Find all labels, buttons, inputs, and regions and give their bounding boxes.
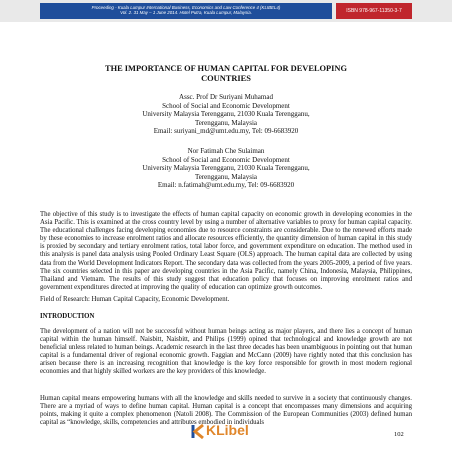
header-bar <box>0 0 452 22</box>
title-line: THE IMPORTANCE OF HUMAN CAPITAL FOR DEVELOPING <box>105 64 347 73</box>
klibel-logo-text: KLibel <box>206 422 249 438</box>
author-block-2 <box>40 147 412 190</box>
paper-title <box>40 64 412 84</box>
author-address: University Malaysia Terengganu, 21030 Kuala Terengganu, <box>142 164 310 173</box>
conference-line-1: Proceeding - Kuala Lumpur International Business, Economics and Law Conference 4 (KLIBEL4) <box>91 5 281 10</box>
author-name: Nor Fatimah Che Sulaiman <box>187 147 265 155</box>
section-heading-introduction: INTRODUCTION <box>40 313 95 320</box>
isbn-badge: ISBN 978-967-11350-3-7 <box>336 3 412 19</box>
introduction-paragraph-1: The development of a nation will not be successful without human beings acting as major players, and there lies a concept of human capital within the human himself. Naisbitt, Naisbitt, and Philips (1999) opined that technological and knowledge growth are not beneficial unless related to human beings. Academic research in the last three decades has been unambiguous in pointing out that human capital is a fundamental driver of regional economic growth. Faggian and McCann (2009) have rightly noted that this conclusion has arisen because there is an increasing recognition that knowledge is the key force responsible for growth in most modern regional economies and that highly skilled workers are the key providers of this knowledge. <box>40 328 412 376</box>
title-line: COUNTRIES <box>201 74 251 83</box>
author-affiliation: School of Social and Economic Development <box>162 155 290 164</box>
author-address: Terengganu, Malaysia <box>194 172 258 181</box>
klibel-logo <box>190 423 262 440</box>
author-name: Assc. Prof Dr Suriyani Muhamad <box>179 93 273 101</box>
author-address: University Malaysia Terengganu, 21030 Kuala Terengganu, <box>142 110 310 119</box>
abstract: The objective of this study is to investigate the effects of human capital capacity on economic growth in developing economies in the Asia Pacific. This is examined at the cross country level by using a number of alternative variables to proxy for human capital capacity. The educational challenges facing developing economies due to resource constraints are considerable. Due to the renewed efforts made by these economies to increase enrolment ratios and allocate resources efficiently, the quantity dimension of human capital in this study is proxied by secondary and tertiary enrolment ratios, total labor force, and government expenditure on education. The method used in this analysis is panel data analysis using Pooled Ordinary Least Square (OLS) approach. The human capital data are collected by using data from the World Development Indicators Report. The secondary data was collected from the years 2005-2009, a period of five years. The six countries selected in this paper are developing countries in the Asia Pacific, namely China, Indonesia, Malaysia, Philippines, Thailand and Vietnam. The results of this study suggest that education policy that focuses on improving enrolment ratios and government expenditures directed at improving the quality of education can optimize growth outcomes. <box>40 211 412 291</box>
author-contact: Email: suriyani_md@umt.edu.my, Tel: 09-6683920 <box>153 127 299 136</box>
author-contact: Email: n.fatimah@umt.edu.my, Tel: 09-6683920 <box>157 181 295 190</box>
author-block-1 <box>40 93 412 136</box>
conference-banner <box>40 3 332 19</box>
introduction-paragraph-2: Human capital means empowering humans with all the knowledge and skills needed to survive in a society that continuously changes. There are a myriad of ways to define human capital. Human capital is a concept that encompasses many dimensions and acquiring points, making it quite a complex phenomenon (Natoli 2008). The Commission of the European Communities (2003) defined human capital as “knowledge, skills, competencies and attributes embodied in individuals <box>40 395 412 427</box>
author-address: Terengganu, Malaysia <box>194 118 258 127</box>
page-number: 102 <box>394 431 404 438</box>
conference-line-2: Vol. 2. 31 May – 1 June 2014. Hotel Putra, Kuala Lumpur, Malaysia. <box>120 10 252 16</box>
author-affiliation: School of Social and Economic Development <box>162 101 290 110</box>
field-of-research: Field of Research: Human Capital Capacity, Economic Development. <box>40 296 230 303</box>
